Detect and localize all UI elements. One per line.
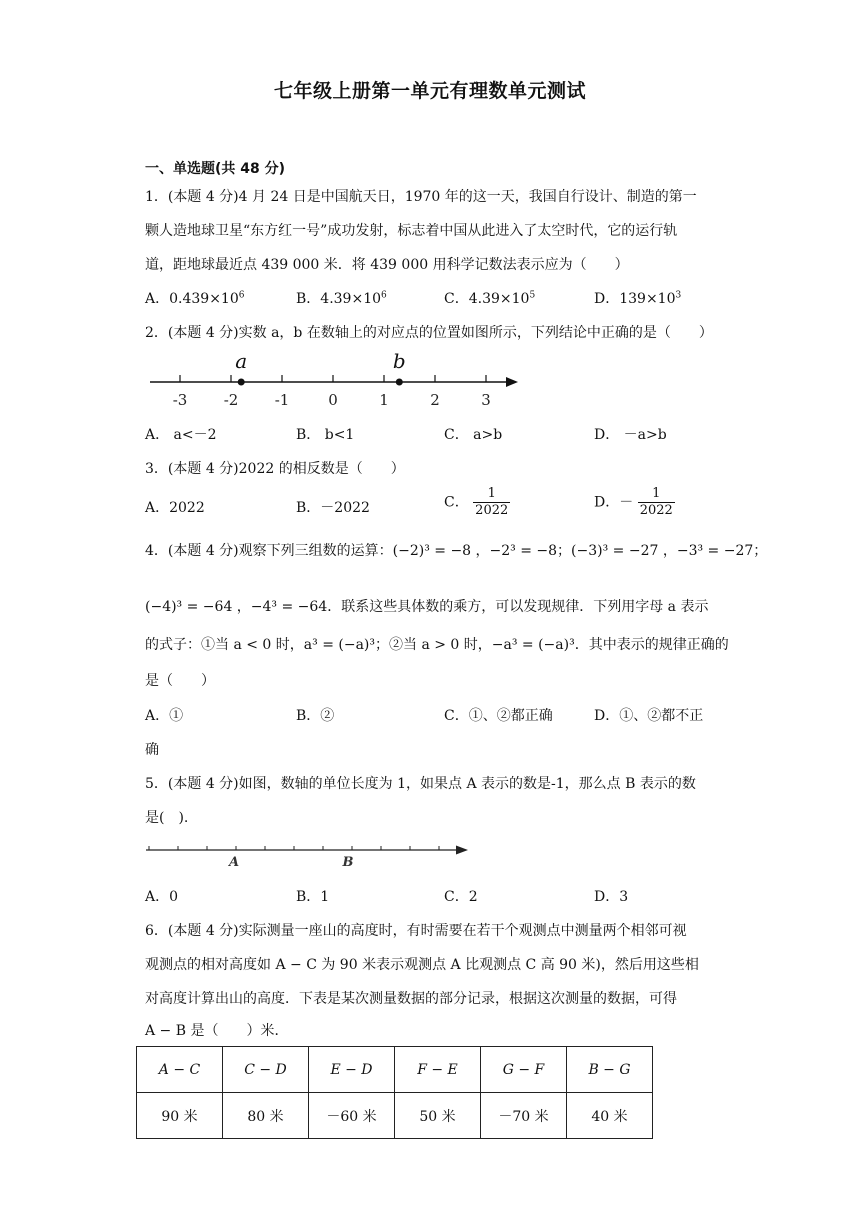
table-cell: 40 米	[567, 1093, 653, 1139]
q4-option-c[interactable]: C．①、②都正确	[444, 708, 553, 724]
table-header-cell: C − D	[223, 1047, 309, 1093]
table-row	[137, 1093, 653, 1139]
table-cell: 50 米	[395, 1093, 481, 1139]
q4-text-line4: 是（ ）	[145, 673, 215, 689]
q1-option-a[interactable]: A．$0.439\times 10^6$	[145, 290, 245, 307]
q6-text-line3: 对高度计算出山的高度．下表是某次测量数据的部分记录，根据这次测量的数据，可得	[145, 991, 677, 1007]
table-cell: －60 米	[309, 1093, 395, 1139]
q3-text-line1: 3．(本题 4 分)2022 的相反数是（ ）	[145, 461, 405, 477]
q2-tick-label: 2	[430, 391, 440, 409]
q3-option-d-fraction: $\frac{1}{2022}$	[639, 486, 673, 518]
q2-point-label-a: a	[235, 349, 248, 373]
q4-option-d[interactable]: D．①、②都不正	[594, 708, 704, 724]
table-header-cell: G − F	[481, 1047, 567, 1093]
q2-point-label-b: b	[392, 349, 406, 373]
document-title: 七年级上册第一单元有理数单元测试	[273, 80, 586, 102]
q5-text-line2: 是( ).	[145, 810, 189, 826]
table-header-cell: A − C	[137, 1047, 223, 1093]
table-cell: 90 米	[137, 1093, 223, 1139]
q3-option-a[interactable]: A．2022	[145, 500, 205, 516]
q4-option-a[interactable]: A．①	[145, 708, 184, 724]
q4-text-line1: 4．(本题 4 分)观察下列三组数的运算：(−2)³ = −8 ，−2³ = −8；(−3)³ = −27 ，−3³ = −27；	[145, 543, 768, 559]
q3-option-d-prefix: D．－	[594, 494, 634, 511]
q3-option-c-fraction: $\frac{1}{2022}$	[475, 486, 509, 518]
q2-option-c[interactable]: C． a>b	[444, 427, 503, 443]
q4-option-d-wrap: 确	[145, 742, 159, 758]
q5-option-c[interactable]: C．2	[444, 889, 478, 905]
q2-text-line1: 2．(本题 4 分)实数 a，b 在数轴上的对应点的位置如图所示，下列结论中正确的是（ ）	[145, 325, 713, 341]
q5-option-b[interactable]: B．1	[296, 889, 330, 905]
section-heading: 一、单选题(共 48 分)	[145, 161, 286, 177]
q6-text-line4: A − B 是（ ）米．	[145, 1023, 289, 1039]
table-header-cell: F − E	[395, 1047, 481, 1093]
table-cell: －70 米	[481, 1093, 567, 1139]
q1-option-b[interactable]: B．$4.39\times 10^6$	[296, 290, 387, 307]
table-cell: 80 米	[223, 1093, 309, 1139]
q3-option-b[interactable]: B．－2022	[296, 500, 370, 516]
q5-point-b-label: B	[342, 855, 354, 870]
q6-measurement-table	[136, 1046, 653, 1139]
q3-option-c[interactable]	[444, 486, 510, 519]
q2-tick-label: 0	[328, 391, 338, 409]
q1-option-c[interactable]: C．$4.39\times 10^5$	[444, 290, 536, 307]
q2-tick-label: -2	[223, 391, 239, 409]
q2-point-a	[238, 379, 245, 386]
q4-option-b[interactable]: B．②	[296, 708, 335, 724]
q2-tick-label: -3	[172, 391, 188, 409]
q5-option-d[interactable]: D．3	[594, 889, 629, 905]
table-header-cell: B − G	[567, 1047, 653, 1093]
q1-text-line1: 1．(本题 4 分)4 月 24 日是中国航天日，1970 年的这一天，我国自行设计、制造的第一	[145, 189, 697, 205]
q4-text-line2: (−4)³ = −64 ，−4³ = −64．联系这些具体数的乘方，可以发现规律．下列用字母 a 表示	[145, 599, 709, 615]
q6-text-line2: 观测点的相对高度如 A − C 为 90 米表示观测点 A 比观测点 C 高 90 米)，然后用这些相	[145, 957, 699, 973]
table-header-cell: E − D	[309, 1047, 395, 1093]
q4-text-line3: 的式子：①当 a < 0 时，a³ = (−a)³；②当 a > 0 时，−a³ = (−a)³．其中表示的规律正确的	[145, 637, 729, 653]
q5-number-line	[146, 838, 476, 872]
q2-tick-label: -1	[274, 391, 290, 409]
q2-tick-label: 3	[481, 391, 491, 409]
q2-option-a[interactable]: A． a<－2	[145, 427, 217, 443]
q5-option-a[interactable]: A．0	[145, 889, 179, 905]
q3-option-c-prefix: C．	[444, 494, 469, 511]
q2-option-b[interactable]: B． b<1	[296, 427, 355, 443]
q5-text-line1: 5．(本题 4 分)如图，数轴的单位长度为 1，如果点 A 表示的数是-1，那么点 B 表示的数	[145, 776, 696, 792]
q5-point-a-label: A	[228, 855, 240, 870]
table-header-row	[137, 1047, 653, 1093]
q3-option-d[interactable]	[594, 486, 675, 519]
q2-tick-label: 1	[379, 391, 389, 409]
q2-point-b	[396, 379, 403, 386]
q2-option-d[interactable]: D． －a>b	[594, 427, 667, 443]
q2-number-line	[150, 348, 530, 410]
q1-text-line2: 颗人造地球卫星“东方红一号”成功发射，标志着中国从此进入了太空时代，它的运行轨	[145, 223, 678, 239]
q6-text-line1: 6．(本题 4 分)实际测量一座山的高度时，有时需要在若干个观测点中测量两个相邻可视	[145, 923, 687, 939]
q1-text-line3: 道，距地球最近点 439 000 米．将 439 000 用科学记数法表示应为（ ）	[145, 257, 629, 273]
q1-option-d[interactable]: D．$139\times 10^3$	[594, 290, 682, 307]
